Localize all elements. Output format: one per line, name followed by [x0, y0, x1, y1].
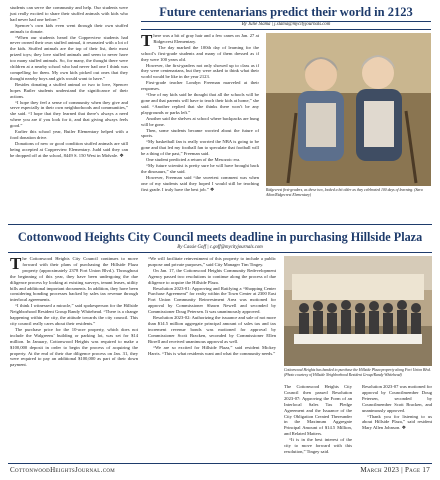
paragraph: Besides donating a stuffed animal or two to love, Spencer hopes Butler students understand the significance of their actions. — [10, 81, 128, 99]
paragraph-text: Donations of new or good condition stuffed animals are still being accepted at Copperview Elementary. Judd said they can be dropped off at the school, 8449 S. 150 West in Midvale. — [10, 140, 128, 158]
article-column — [362, 384, 432, 432]
paragraph: On Jan. 17, the Cottonwood Heights Community Redevelopment Agency passed two resolutions to continue along the process of due diligence to acquire the Hillside Plaza. — [148, 267, 276, 285]
drop-cap: T — [10, 254, 22, 273]
paragraph: Resolution 2023-07 was motioned for approval by Councilmember Doug Petersen, seconded by Councilmember Scott Bracken, and unanimously approved. — [362, 384, 432, 413]
end-mark-icon: ❖ — [401, 426, 407, 432]
paragraph — [362, 414, 432, 433]
drop-cap: T — [141, 31, 153, 50]
paragraph: “I hope they feel a sense of community when they give and serve especially in their own neighborhoods and communities,” she said. “I hope that they learned that there’s always a need where you are if you look for it, and that giving always feels good.” — [10, 99, 128, 129]
paragraph: “One of my kids said he thought that all the schools will be gone and that parents will have to teach their kids at home,” she said. “Another replied that she thinks there won’t be any playgrounds or parks left.” — [141, 92, 259, 115]
paragraph — [10, 141, 128, 160]
students-photo-illustration — [266, 33, 431, 186]
article-column — [10, 256, 138, 368]
paragraph: “When our students heard the Copperview students had never owned their own stuffed animal, it resonated with a lot of the kids. Stuffed animals are the top of their list, their most prized toys; they love stuffed animals and seem to never have too many stuffed animals. So, for many, the thought there were children at a nearby school who had never had one I think was compelling for them. My own kids picked out ones that they thought nearby boys and girls would want to have.” — [10, 34, 128, 81]
paragraph — [10, 256, 138, 303]
article-column — [141, 33, 259, 193]
paragraph: Then, some students became worried about the future of sports. — [141, 127, 259, 139]
headline: Future centenarians predict their world in 2123 — [159, 5, 413, 19]
paragraph: The Cottonwood Heights City Council then passed Resolution 2023-07: Approving the Form of an Interlocal Sales Tax Pledge Agreement and the Issuance of the City Obligation Created Thereunder in the Maximum Aggregate Principal Amount of $14.5 Million, and Related Matters. — [284, 384, 352, 437]
paragraph: “We will facilitate reinvestment of this property to include a public purpose and private purposes,” said City Manager Tim Tingey. — [148, 256, 276, 267]
plaza-photo-illustration — [284, 256, 432, 366]
paragraph: “We are so excited for Hillside Plaza,” said resident Mickey Harris. “This is what residents want and what the community needs.” — [148, 344, 276, 356]
footer-page-number: March 2023 | Page 17 — [360, 466, 430, 474]
divider — [141, 29, 431, 30]
end-mark-icon: ❖ — [119, 153, 124, 159]
article-column — [148, 256, 276, 356]
paragraph-text: “Thank you for listening to us about Hillside Plaza,” said resident Mary Allen Johnson. — [362, 413, 432, 431]
paragraph: First-grade teacher Londyn Freeman marveled at their responses. — [141, 80, 259, 92]
photo-caption: Ridgecrest first-graders, as these two, looked a bit older as they celebrated 100 days of learning. (Sara Alton/Ridgecrest Elementary) — [266, 188, 423, 197]
end-mark-icon: ❖ — [209, 187, 215, 193]
paragraph: The purchase price for the 10-acre property, which does not include the Walgreens’ building or parking lot, was set for $14 million. In January, Cottonwood Heights was required to make a $100,000 deposit in order to begin the process of acquiring the property. At the end of their due diligence process on Jan. 31, they were required to pay an additional $100,000 as part of their down payment. — [10, 326, 138, 368]
article-column — [284, 384, 352, 455]
students-photo — [266, 33, 431, 186]
paragraph: One student predicted a return of the Mesozoic era. — [146, 157, 241, 163]
hillside-plaza-photo — [284, 256, 432, 366]
paragraph: The day marked the 100th day of learning for the school’s first-grade students and many of them dressed as if they were 100 years old. — [141, 44, 259, 62]
footer-site-name: CottonwoodHeightsJournal.com — [10, 466, 116, 474]
paragraph — [141, 31, 259, 50]
paragraph: Spencer’s own kids even went through their own stuffed animals to donate. — [10, 22, 128, 34]
paragraph: “My basketball fan is really worried the NBA is going to be gone and that led my football fan to speculate that football will be a thing of the past,” Freeman said. — [141, 139, 259, 157]
headline: Cottonwood Heights City Council meets deadline in purchasing Hillside Plaza — [17, 230, 423, 244]
paragraph-text: here was a bit of gray hair and a few canes on Jan. 27 at Ridgecrest Elementary. — [153, 33, 259, 44]
paragraph: “My future scientist is pretty sure he will have brought back the dinosaurs,” she said. — [141, 162, 259, 174]
paragraph: However, the first-graders not only showed up to class as if they were centenarians, but they were asked to think what their world would be like in the year 2123. — [141, 62, 259, 80]
continued-article-column — [10, 5, 128, 160]
section-divider — [8, 224, 432, 225]
paragraph — [141, 175, 259, 194]
divider — [8, 252, 432, 253]
footer-divider — [8, 463, 432, 464]
byline: By Julie Slama | j.slama@mycityjournals.com — [241, 22, 331, 27]
photo-caption: Cottonwood Heights has banded to purchase the Hillside Plaza property along Fort Union Blvd. (Photo courtesy of Hillside Neighborhood Resident Group/Randy Whitehead) — [284, 368, 431, 377]
paragraph: Earlier this school year, Butler Elementary helped with a food donation drive. — [10, 129, 128, 140]
paragraph: Resolution 2023-02: Authorizing the issuance and sale of not more than $14.5 million aggregate principal amount of sales tax and tax increment revenue bonds was motioned for approval by Commissioner Scott Bracken, seconded by Commissioner Ellen Birrell and received unanimous approval as well. — [148, 315, 276, 344]
paragraph-text: he Cottonwood Heights City Council continues to move forward with their plans of purchasing the Hillside Plaza property (approximately 2378 Fort Union Blvd.). Throughout the beginning of this year, they have been undergoing the due diligence process by looking at existing surveys, tenant leases, utility bills and additional important documents. In addition, they have been considering bonding processes backed by sales tax revenue through interlocal agreements. — [10, 256, 138, 303]
paragraph-text: However, Freeman said “the sweetest comment was when one of my students said they hoped I would still be teaching first grade. I truly have the best job.” — [141, 174, 259, 192]
paragraph: “I think I witnessed a miracle,” said spokesperson for the Hillside Neighborhood Resident Group Randy Whitehead. “There is a change happening within the city, the attitude towards the city council. This city council really cares about their residents.” — [10, 303, 138, 326]
paragraph: Another said the shelves at school where backpacks are hung will be gone. — [141, 115, 259, 127]
paragraph: “It is in the best interest of the city to move forward with this resolution,” Tingey said. — [284, 437, 352, 454]
paragraph: Resolution 2023-01: Approving and Ratifying a “Shopping Center Purchase Agreement” for realty within the Town Center at 2300 East Fort Union Community Reinvestment Area was motioned for approval by Commissioner Shawn Newell and seconded by Commissioner Doug Petersen. It was unanimously approved. — [148, 285, 276, 315]
byline: By Cassie Goff | c.goff@mycityjournals.com — [177, 245, 263, 250]
paragraph: students can serve the community and help. Our students were just really excited to share their stuffed animals with kids who had never had one before.” — [10, 5, 128, 22]
